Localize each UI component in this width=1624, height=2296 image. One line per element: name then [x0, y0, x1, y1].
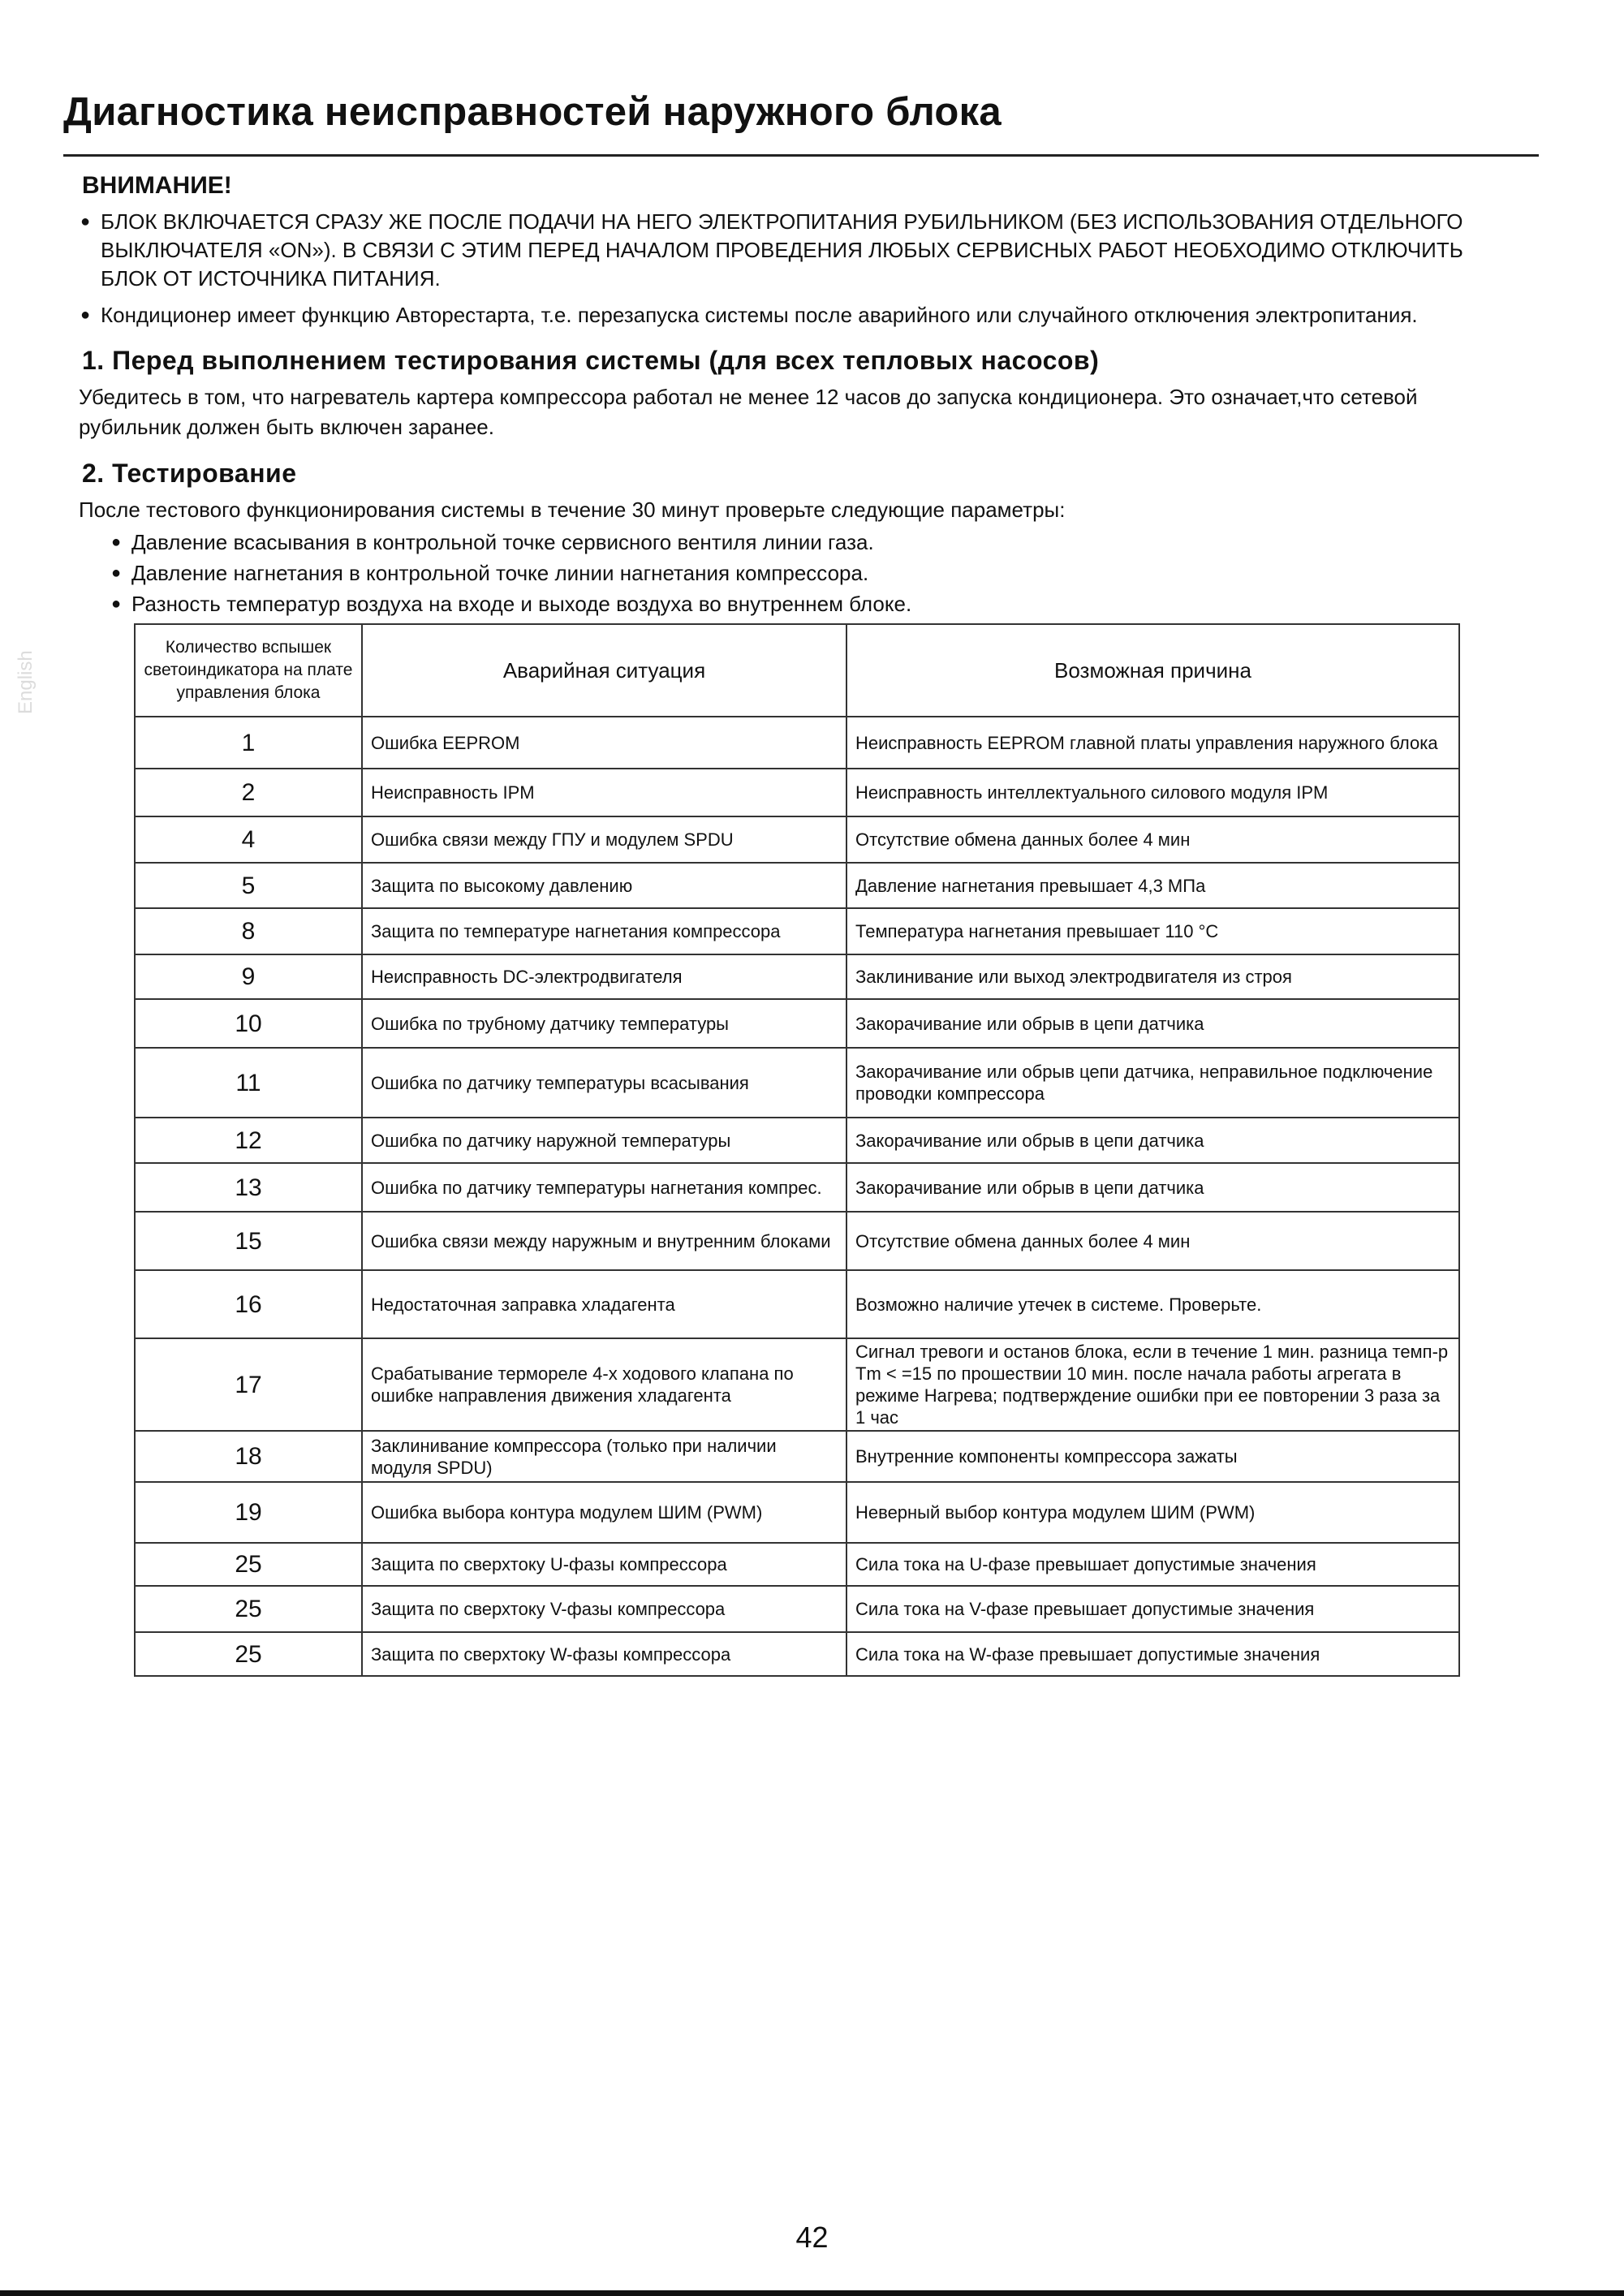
fault-cell: Ошибка связи между ГПУ и модулем SPDU: [362, 816, 846, 863]
warning-list: [79, 208, 1475, 330]
check-item: [110, 527, 1475, 558]
table-row: [135, 1431, 1459, 1482]
fault-cell: Заклинивание компрессора (только при наличии модуля SPDU): [362, 1431, 846, 1482]
table-header-row: [135, 624, 1459, 717]
blink-count-cell: 18: [135, 1431, 362, 1482]
blink-count-cell: 25: [135, 1586, 362, 1632]
page-number: 42: [795, 2221, 829, 2254]
bullet-icon: ●: [80, 213, 91, 230]
blink-count-cell: 16: [135, 1270, 362, 1338]
warning-item-text: Кондиционер имеет функцию Авторестарта, т.е. перезапуска системы после аварийного или случайного отключения электропитания.: [101, 303, 1418, 327]
cause-cell: Неисправность EEPROM главной платы управления наружного блока: [846, 717, 1459, 769]
table-row: [135, 1163, 1459, 1212]
table-row: [135, 1543, 1459, 1586]
cause-cell: Давление нагнетания превышает 4,3 МПа: [846, 863, 1459, 908]
warning-item-text: БЛОК ВКЛЮЧАЕТСЯ СРАЗУ ЖЕ ПОСЛЕ ПОДАЧИ НА НЕГО ЭЛЕКТРОПИТАНИЯ РУБИЛЬНИКОМ (БЕЗ ИСПОЛЬЗОВАНИЯ ОТДЕЛЬНОГО ВЫКЛЮЧАТЕЛЯ «ON»). В СВЯЗИ С ЭТИМ ПЕРЕД НАЧАЛОМ ПРОВЕДЕНИЯ ЛЮБЫХ СЕРВИСНЫХ РАБОТ НЕОБХОДИМО ОТКЛЮЧИТЬ БЛОК ОТ ИСТОЧНИКА ПИТАНИЯ.: [101, 209, 1463, 291]
blink-count-cell: 10: [135, 999, 362, 1048]
cause-cell: Заклинивание или выход электродвигателя из строя: [846, 954, 1459, 999]
fault-cell: Ошибка по датчику наружной температуры: [362, 1118, 846, 1163]
table-row: [135, 1338, 1459, 1431]
fault-cell: Защита по сверхтоку W-фазы компрессора: [362, 1632, 846, 1676]
cause-cell: Закорачивание или обрыв цепи датчика, неправильное подключение проводки компрессора: [846, 1048, 1459, 1118]
fault-cell: Ошибка выбора контура модулем ШИМ (PWM): [362, 1482, 846, 1543]
fault-cell: Недостаточная заправка хладагента: [362, 1270, 846, 1338]
blink-count-cell: 25: [135, 1632, 362, 1676]
table-row: [135, 1212, 1459, 1270]
fault-cell: Ошибка EEPROM: [362, 717, 846, 769]
blink-count-cell: 2: [135, 769, 362, 816]
warning-item: [79, 208, 1475, 293]
blink-count-cell: 11: [135, 1048, 362, 1118]
table-row: [135, 1270, 1459, 1338]
blink-count-cell: 17: [135, 1338, 362, 1431]
blink-count-cell: 25: [135, 1543, 362, 1586]
header-cause: Возможная причина: [846, 624, 1459, 717]
table-row: [135, 769, 1459, 816]
check-item-text: Разность температур воздуха на входе и выходе воздуха во внутреннем блоке.: [131, 592, 912, 616]
blink-count-cell: 8: [135, 908, 362, 954]
fault-cell: Защита по сверхтоку V-фазы компрессора: [362, 1586, 846, 1632]
cause-cell: Закорачивание или обрыв в цепи датчика: [846, 1118, 1459, 1163]
cause-cell: Сила тока на U-фазе превышает допустимые значения: [846, 1543, 1459, 1586]
cause-cell: Внутренние компоненты компрессора зажаты: [846, 1431, 1459, 1482]
warning-item: [79, 301, 1475, 330]
fault-cell: Защита по температуре нагнетания компрессора: [362, 908, 846, 954]
table-row: [135, 908, 1459, 954]
fault-cell: Ошибка по датчику температуры всасывания: [362, 1048, 846, 1118]
fault-cell: Защита по высокому давлению: [362, 863, 846, 908]
check-item: [110, 588, 1475, 619]
blink-count-cell: 15: [135, 1212, 362, 1270]
blink-count-cell: 9: [135, 954, 362, 999]
table-row: [135, 1632, 1459, 1676]
blink-count-cell: 19: [135, 1482, 362, 1543]
fault-cell: Неисправность DC-электродвигателя: [362, 954, 846, 999]
fault-cell: Ошибка связи между наружным и внутренним блоками: [362, 1212, 846, 1270]
section1-text: Убедитесь в том, что нагреватель картера компрессора работал не менее 12 часов до запуска кондиционера. Это означает,что сетевой рубильник должен быть включен заранее.: [79, 385, 1418, 439]
table-row: [135, 999, 1459, 1048]
bullet-icon: ●: [80, 306, 91, 324]
table-row: [135, 863, 1459, 908]
cause-cell: Неисправность интеллектуального силового модуля IPM: [846, 769, 1459, 816]
table-row: [135, 1048, 1459, 1118]
cause-cell: Сила тока на W-фазе превышает допустимые значения: [846, 1632, 1459, 1676]
cause-cell: Закорачивание или обрыв в цепи датчика: [846, 1163, 1459, 1212]
check-item-text: Давление всасывания в контрольной точке сервисного вентиля линии газа.: [131, 530, 874, 554]
table-row: [135, 1482, 1459, 1543]
section1-title: 1. Перед выполнением тестирования системы (для всех тепловых насосов): [82, 346, 1100, 375]
blink-count-cell: 13: [135, 1163, 362, 1212]
title-divider: [63, 154, 1539, 157]
section2-text: После тестового функционирования системы в течение 30 минут проверьте следующие параметры:: [79, 498, 1066, 522]
cause-cell: Неверный выбор контура модулем ШИМ (PWM): [846, 1482, 1459, 1543]
fault-cell: Неисправность IPM: [362, 769, 846, 816]
header-fault: Аварийная ситуация: [362, 624, 846, 717]
page-title: Диагностика неисправностей наружного блока: [63, 90, 1002, 134]
warning-title: ВНИМАНИЕ!: [82, 172, 232, 199]
check-item-text: Давление нагнетания в контрольной точке линии нагнетания компрессора.: [131, 561, 869, 585]
cause-cell: Сила тока на V-фазе превышает допустимые значения: [846, 1586, 1459, 1632]
section2-title: 2. Тестирование: [82, 459, 297, 488]
fault-cell: Срабатывание термореле 4-х ходового клапана по ошибке направления движения хладагента: [362, 1338, 846, 1431]
blink-count-cell: 12: [135, 1118, 362, 1163]
table-row: [135, 717, 1459, 769]
blink-count-cell: 1: [135, 717, 362, 769]
table-row: [135, 1118, 1459, 1163]
cause-cell: Отсутствие обмена данных более 4 мин: [846, 816, 1459, 863]
fault-cell: Защита по сверхтоку U-фазы компрессора: [362, 1543, 846, 1586]
bottom-bar: [0, 2290, 1624, 2296]
cause-cell: Отсутствие обмена данных более 4 мин: [846, 1212, 1459, 1270]
check-list: [79, 527, 1475, 619]
fault-cell: Ошибка по трубному датчику температуры: [362, 999, 846, 1048]
intro-content: [79, 172, 1475, 619]
table-row: [135, 954, 1459, 999]
cause-cell: Температура нагнетания превышает 110 °С: [846, 908, 1459, 954]
fault-cell: Ошибка по датчику температуры нагнетания компрес.: [362, 1163, 846, 1212]
fault-codes-table: [134, 623, 1460, 1677]
blink-count-cell: 5: [135, 863, 362, 908]
bullet-icon: ●: [111, 533, 122, 551]
cause-cell: Закорачивание или обрыв в цепи датчика: [846, 999, 1459, 1048]
cause-cell: Возможно наличие утечек в системе. Проверьте.: [846, 1270, 1459, 1338]
table-row: [135, 1586, 1459, 1632]
bullet-icon: ●: [111, 564, 122, 582]
header-blink-count: Количество вспышек светоиндикатора на плате управления блока: [135, 624, 362, 717]
blink-count-cell: 4: [135, 816, 362, 863]
check-item: [110, 558, 1475, 588]
language-side-tab: English: [15, 650, 37, 714]
bullet-icon: ●: [111, 595, 122, 613]
table-row: [135, 816, 1459, 863]
cause-cell: Сигнал тревоги и останов блока, если в течение 1 мин. разница темп-р Tm < =15 по прошествии 10 мин. после начала работы агрегата в режиме Нагрева; подтверждение ошибки при ее повторении 3 раза за 1 час: [846, 1338, 1459, 1431]
